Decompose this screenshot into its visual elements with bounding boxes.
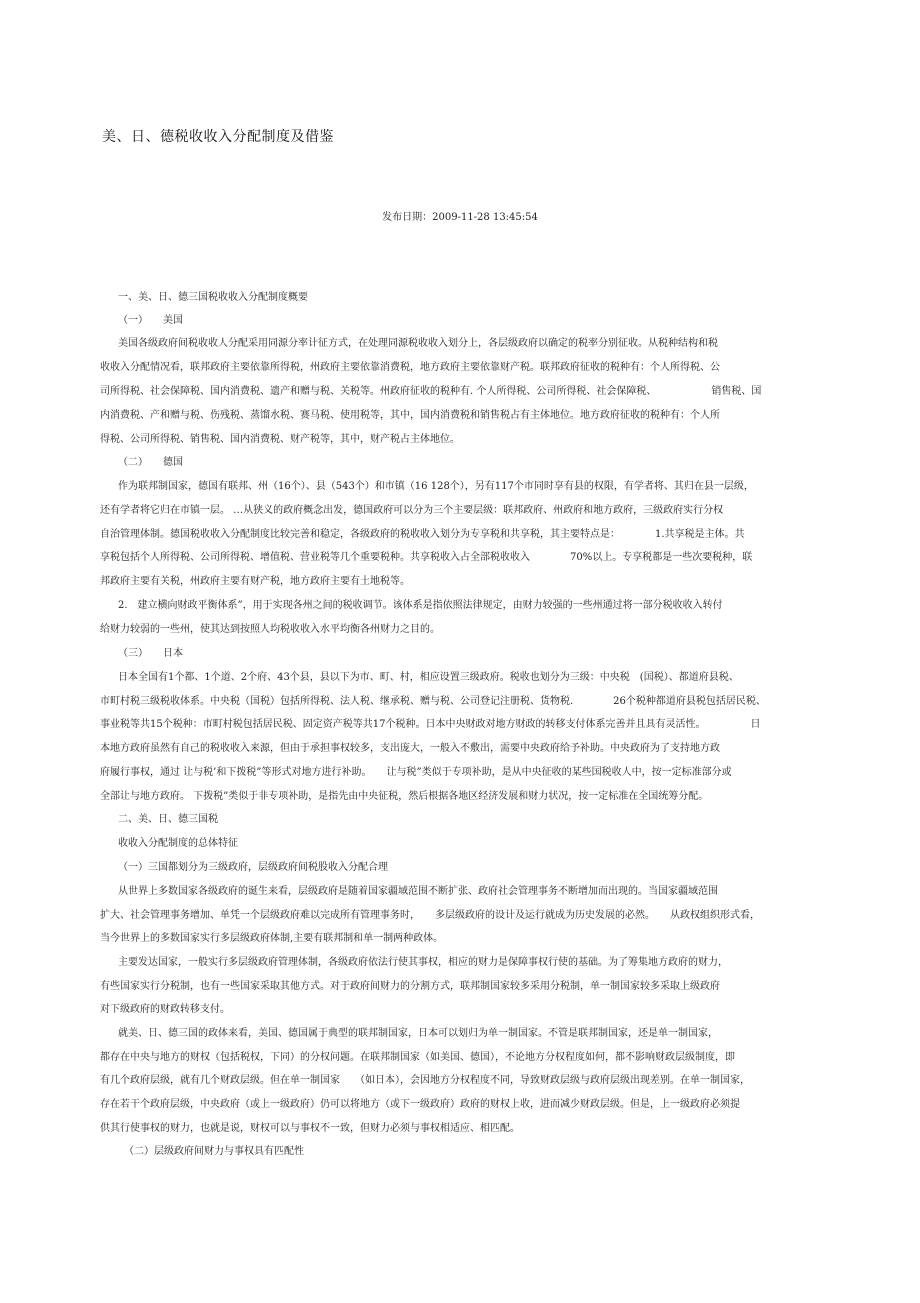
paragraph-line: 作为联邦制国家，德国有联邦、州（16个）、县（543个）和市镇（16 128个），另有117个市同时享有县的权限，有学者将、其归在县一层级， [118, 481, 754, 492]
document-title: 美、日、德税收收入分配制度及借鉴 [102, 129, 334, 145]
subsection-japan: （三） 日本 [118, 648, 183, 659]
paragraph-line: 当今世界上的多数国家实行多层级政府体制,主要有联邦制和单一制两种政体。 [100, 933, 444, 944]
paragraph-line: 邦政府主要有关税，州政府主要有财产税，地方政府主要有土地税等。 [100, 576, 410, 587]
paragraph-line: 主要发达国家，一般实行多层级政府管理体制，各级政府依法行使其事权，相应的财力是保障事权行使的基础。为了筹集地方政府的财力， [118, 957, 728, 968]
paragraph-line: 美国各级政府间税收收人分配采用同源分率计征方式，在处理同源税收收入划分上，各层级政府以确定的税率分别征收。从税种结构和税 [118, 338, 718, 349]
paragraph-line: 都存在中央与地方的财权（包括税权，下同）的分权问题。在联邦制国家（如美国、德国），不论地方分权程度如何，都不影响财政层级制度，即 [100, 1052, 735, 1063]
paragraph-line: 给财力较弱的一些州，使其达到按照人均税收收入水平均衡各州财力之目的。 [100, 624, 440, 635]
paragraph-line: 有些国家实行分税制，也有一些国家采取其他方式。对于政府间财力的分割方式，联邦制国家较多采用分税制，单一制国家较多采取上级政府 [100, 981, 720, 992]
paragraph-line: 对下级政府的财政转移支付。 [100, 1004, 230, 1015]
paragraph-line: 内消费税、产和赠与税、伤残税、蒸馏水税、赛马税、使用税等，其中，国内消费税和销售税占有主体地位。地方政府征收的税种有：个人所 [100, 410, 720, 421]
paragraph-line: 事业税等共15个税种：市町村税包括居民税、固定资产税等共17个税种。日本中央财政对地方财政的转移支付体系完善并且具有灵活性。 日 [100, 719, 761, 730]
paragraph-line: 收收入分配情况看，联邦政府主要依靠所得税，州政府主要依靠消费税，地方政府主要依靠财产税。联邦政府征收的税种有：个人所得税、公 [100, 362, 720, 373]
paragraph-line: 自治管理体制。德国税收收入分配制度比较完善和稳定，各级政府的税收收入划分为专享税和共享税，其主要特点是： 1.共享税是主体。共 [100, 529, 745, 540]
paragraph-line: 扩大、社会管理事务增加、单凭一个层级政府难以完成所有管理事务时， 多层级政府的设计及运行就成为历史发展的必然。 从政权组织形式看， [100, 910, 760, 921]
subsection-usa: （一） 美国 [118, 315, 183, 326]
paragraph-line: 供其行使事权的财力，也就是说，财权可以与事权不一致，但财力必须与事权相适应、相匹配。 [100, 1123, 520, 1134]
paragraph-line: 得税、公司所得税、销售税、国内消费税、财产税等，其中，财产税占主体地位。 [100, 434, 460, 445]
paragraph-line: 司所得税、社会保障税、国内消费税、遗产和赠与税、关税等。州政府征收的税种有. 个人所得税、公司所得税、社会保障税、 销售税、国 [100, 386, 762, 397]
paragraph-line: 就美、日、德三国的政体来看，美国、德国属于典型的联邦制国家，日本可以划归为单一制国家。不管是联邦制国家，还是单一制国家， [118, 1028, 718, 1039]
subsection-heading: （二）层级政府间财力与事权具有匹配性 [124, 1146, 304, 1157]
section-heading-1: 一、美、日、德三国税收收入分配制度概要 [118, 292, 308, 303]
section-heading-2: 二、美、日、德三国税 [118, 814, 218, 825]
publish-date: 发布日期：2009-11-28 13:45:54 [382, 212, 538, 223]
paragraph-line: 全部让与地方政府。 下拨税”类似于非专项补助，是指先由中央征税，然后根据各地区经济发展和财力状况，按一定标准在全国统筹分配。 [100, 791, 709, 802]
paragraph-line: 2. 建立横向财政平衡体系”，用于实现各州之间的税收调节。该体系是指依照法律规定，由财力较强的一些州通过将一部分税收收入转付 [118, 600, 723, 611]
paragraph-line: 本地方政府虽然有自己的税收收入来源，但由于承担事权较多，支出庞大，一般入不敷出，需要中央政府给予补助。中央政府为了支持地方政 [100, 743, 720, 754]
paragraph-line: 日本全国有1个都、1个道、2个府、43个县，县以下为市、町、村，相应设置三级政府。税收也划分为三级：中央税 (国税）、都道府县税、 [118, 672, 739, 683]
paragraph-line: 有几个政府层级，就有几个财政层级。但在单一制国家 （如日本），会因地方分权程度不同，导致财政层级与政府层级出现差别。在单一制国家， [100, 1075, 750, 1086]
paragraph-line: 从世界上多数国家各级政府的诞生来看，层级政府是随着国家疆域范围不断扩张、政府社会管理事务不断增加而出现的。当国家疆域范围 [118, 886, 718, 897]
paragraph-line: 市町村税三级税收体系。中央税（国税）包括所得税、法人税、继承税、赠与税、公司登记注册税、货物税. 26个税种都道府县税包括居民税、 [100, 696, 766, 707]
section-heading-2-cont: 收收入分配制度的总体特征 [118, 838, 238, 849]
paragraph-line: 府履行事权，通过 让与税’和下拨税”等形式对地方进行补助。 让与税”类似于专项补助，是从中央征收的某些国税收人中，按一定标准部分或 [100, 767, 732, 778]
subsection-heading: （一）三国都划分为三级政府，层级政府间税股收入分配合理 [118, 862, 388, 873]
subsection-germany: （二） 德国 [118, 457, 183, 468]
paragraph-line: 还有学者将它归在市镇一层。 …从狭义的政府概念出发，德国政府可以分为三个主要层级：联邦政府、州政府和地方政府，三级政府实行分权 [100, 505, 724, 516]
paragraph-line: 存在若干个政府层级，中央政府（或上一级政府）仍可以将地方（或下一级政府）政府的财权上收，进而减少财政层级。但是，上一级政府必须提 [100, 1099, 740, 1110]
paragraph-line: 享税包括个人所得税、公司所得税、增值税、营业税等几个重要税种。共享税收入占全部税收收入 70%以上。专享税都是一些次要税种，联 [100, 552, 753, 563]
